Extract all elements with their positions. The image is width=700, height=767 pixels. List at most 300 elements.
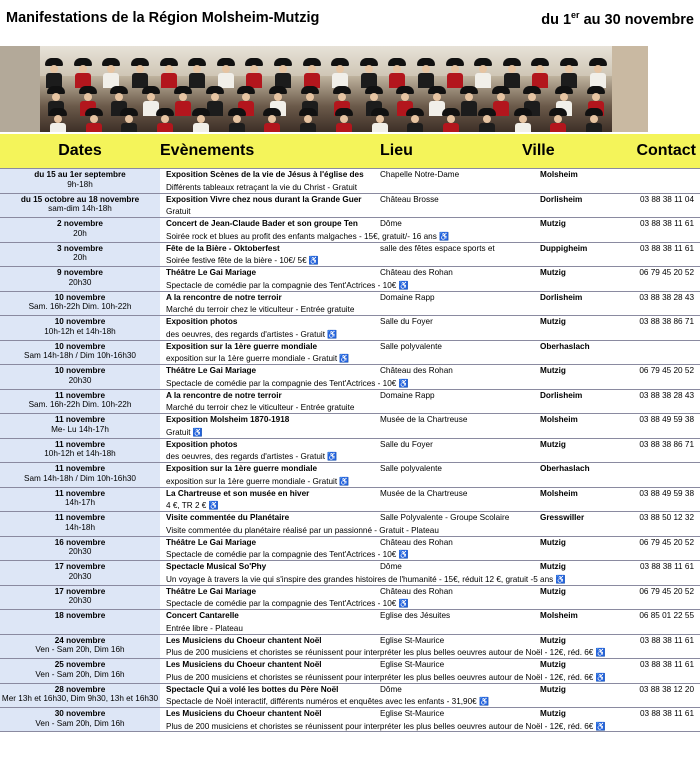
event-hours: 20h30 <box>68 571 92 581</box>
photo-figure <box>48 108 68 132</box>
photo-figure <box>273 58 293 88</box>
event-date: 30 novembre <box>54 709 106 718</box>
cell-event <box>160 537 540 561</box>
event-title: Théâtre Le Gai Mariage <box>166 268 257 277</box>
table-row <box>0 683 700 708</box>
photo-figure <box>244 58 264 88</box>
cell-town: Mutzig <box>540 366 566 375</box>
cell-town: Mutzig <box>540 709 566 718</box>
cell-date <box>0 488 160 512</box>
cell-event <box>160 390 540 414</box>
cell-contact: 03 88 49 59 38 <box>639 488 694 498</box>
event-date: 11 novembre <box>54 390 106 400</box>
event-title: Spectacle Qui a volé les bottes du Père Noël <box>166 684 339 694</box>
event-description-text: Soirée rock et blues au profit des enfants malgaches - 15€, gratuit/- 16 ans <box>166 231 437 241</box>
event-date: 24 novembre <box>54 635 106 645</box>
event-description <box>166 183 540 193</box>
cell-contact: 03 88 38 11 61 <box>639 243 694 253</box>
event-hours: 14h-18h <box>64 522 96 532</box>
photo-figure <box>513 108 533 132</box>
table-row <box>0 536 700 561</box>
photo-figure <box>227 108 247 132</box>
event-title: Fête de la Bière - Oktoberfest <box>166 243 280 253</box>
event-description-text: Gratuit <box>166 427 191 437</box>
event-title: Exposition sur la 1ère guerre mondiale <box>166 341 318 351</box>
event-place: Eglise St-Maurice <box>380 635 445 645</box>
event-place: salle des fêtes espace sports et <box>380 243 495 253</box>
period-start: du 1 <box>541 11 572 28</box>
event-title: Concert Cantarelle <box>166 611 239 620</box>
event-place: Eglise St-Maurice <box>380 660 445 669</box>
cell-town: Duppigheim <box>540 243 588 253</box>
cell-date <box>0 267 160 291</box>
photo-figure <box>298 108 318 132</box>
event-place: Salle du Foyer <box>380 317 433 326</box>
cell-event <box>160 243 540 267</box>
event-description-text: Spectacle de comédie par la compagnie des Tent'Actrices - 10€ <box>166 550 397 560</box>
event-date: 11 novembre <box>54 439 106 449</box>
cell-contact <box>630 169 700 193</box>
events-table <box>0 134 700 732</box>
event-description <box>166 550 540 560</box>
cell-contact: 06 79 45 20 52 <box>639 366 694 375</box>
event-title: Les Musiciens du Choeur chantent Noël <box>166 660 322 669</box>
cell-date <box>0 537 160 561</box>
cell-town: Gresswiller <box>540 513 585 522</box>
header-photo <box>0 46 648 132</box>
table-row <box>0 560 700 585</box>
event-date: 10 novembre <box>54 341 106 351</box>
event-description-text: Soirée festive fête de la bière - 10€/ 5€ <box>166 256 307 266</box>
table-row <box>0 413 700 438</box>
cell-contact: 03 88 38 11 04 <box>639 194 694 204</box>
event-description <box>166 452 540 462</box>
event-description <box>166 256 540 266</box>
wheelchair-icon: ♿ <box>396 280 409 290</box>
table-row <box>0 634 700 659</box>
event-description <box>166 281 540 291</box>
table-row <box>0 242 700 267</box>
wheelchair-icon: ♿ <box>190 427 203 437</box>
table-row <box>0 389 700 414</box>
cell-town: Molsheim <box>540 488 578 498</box>
cell-contact: 03 88 38 11 61 <box>639 562 694 571</box>
event-place: Château Brosse <box>380 194 439 204</box>
event-title: Exposition photos <box>166 439 238 449</box>
event-hours: 20h30 <box>68 547 92 557</box>
cell-date <box>0 316 160 340</box>
cell-town: Dorlisheim <box>540 390 583 400</box>
event-hours: 20h <box>73 228 87 238</box>
photo-figure <box>187 58 207 88</box>
photo-figure <box>559 58 579 88</box>
event-description <box>166 330 540 340</box>
event-description-text: exposition sur la 1ère guerre mondiale - Gratuit <box>166 354 338 364</box>
cell-town: Molsheim <box>540 170 578 179</box>
cell-date <box>0 586 160 610</box>
event-place: Domaine Rapp <box>380 390 435 400</box>
cell-contact: 03 88 49 59 38 <box>639 415 694 424</box>
event-description <box>166 354 540 364</box>
event-description-text: Spectacle de Noël interactif, différents numéros et enquêtes avec les enfants - 31,90€ <box>166 697 477 707</box>
event-description-text: des oeuvres, des regards d'artistes - Gratuit <box>166 329 326 339</box>
event-date: 9 novembre <box>57 268 103 277</box>
cell-town: Mutzig <box>540 537 566 547</box>
event-date: 25 novembre <box>54 660 106 669</box>
event-description <box>166 526 540 536</box>
page-header <box>0 0 700 46</box>
cell-town: Molsheim <box>540 415 578 424</box>
event-description <box>166 428 540 438</box>
event-description <box>166 574 566 585</box>
cell-town: Mutzig <box>540 562 566 571</box>
event-title: A la rencontre de notre terroir <box>166 292 282 302</box>
cell-contact: 03 88 38 11 61 <box>639 709 694 718</box>
cell-town: Mutzig <box>540 219 566 228</box>
cell-contact: 03 88 38 28 43 <box>639 390 694 400</box>
wheelchair-icon: ♿ <box>337 476 350 486</box>
event-date: du 15 au 1er septembre <box>34 170 126 179</box>
cell-contact: 06 79 45 20 52 <box>639 537 694 547</box>
wheelchair-icon: ♿ <box>593 672 606 682</box>
cell-contact <box>630 341 700 365</box>
event-date: 11 novembre <box>54 513 106 522</box>
table-row <box>0 487 700 512</box>
event-description <box>166 207 540 217</box>
event-place: Domaine Rapp <box>380 292 435 302</box>
event-description-text: Gratuit <box>166 207 191 217</box>
event-description-text: 4 €, TR 2 € <box>166 501 207 511</box>
event-date: 17 novembre <box>54 586 106 596</box>
event-place: Salle du Foyer <box>380 439 433 449</box>
table-row <box>0 217 700 242</box>
photo-figure <box>101 58 121 88</box>
event-title: Concert de Jean-Claude Bader et son groupe Ten <box>166 219 358 228</box>
cell-town: Mutzig <box>540 635 566 645</box>
event-place: Salle polyvalente <box>380 464 442 473</box>
cell-date <box>0 561 160 585</box>
cell-date <box>0 218 160 242</box>
cell-event <box>160 341 540 365</box>
wheelchair-icon: ♿ <box>396 599 409 609</box>
event-title: A la rencontre de notre terroir <box>166 390 282 400</box>
event-date: du 15 octobre au 18 novembre <box>20 194 140 204</box>
event-description-text: Plus de 200 musiciens et choristes se réunissent pour interpréter les plus belles oeuvres autour de Noël - 12€, réd. 6€ <box>166 672 594 682</box>
wheelchair-icon: ♿ <box>436 231 449 241</box>
event-description-text: Spectacle de comédie par la compagnie des Tent'Actrices - 10€ <box>166 378 397 388</box>
cell-date <box>0 512 160 536</box>
cell-event <box>160 267 540 291</box>
cell-event <box>160 414 540 438</box>
cell-event <box>160 610 540 634</box>
table-row <box>0 511 700 536</box>
event-description <box>166 232 540 242</box>
event-place: Salle Polyvalente - Groupe Scolaire <box>380 513 510 522</box>
photo-figure <box>370 108 390 132</box>
column-header-town: Ville <box>522 142 555 159</box>
event-place: Château des Rohan <box>380 537 453 547</box>
event-description <box>166 305 540 315</box>
event-description-text: des oeuvres, des regards d'artistes - Gratuit <box>166 452 326 462</box>
event-hours: Sam 14h-18h / Dim 10h-16h30 <box>24 351 136 361</box>
event-place: Musée de la Chartreuse <box>380 415 468 424</box>
event-hours: 20h <box>73 253 87 263</box>
photo-figure <box>405 108 425 132</box>
event-description-text: Spectacle de comédie par la compagnie des Tent'Actrices - 10€ <box>166 280 397 290</box>
table-row <box>0 266 700 291</box>
wheelchair-icon: ♿ <box>325 329 338 339</box>
photo-figure <box>330 58 350 88</box>
cell-event <box>160 218 540 242</box>
event-date: 2 novembre <box>57 219 103 228</box>
event-date: 10 novembre <box>54 366 106 375</box>
cell-date <box>0 708 160 731</box>
table-row <box>0 585 700 610</box>
photo-figure <box>159 58 179 88</box>
photo-figure <box>441 108 461 132</box>
photo-figure <box>477 108 497 132</box>
event-date: 11 novembre <box>54 415 106 424</box>
event-hours: Ven - Sam 20h, Dim 16h <box>35 645 125 655</box>
event-date: 17 novembre <box>54 562 106 571</box>
cell-town: Mutzig <box>540 317 566 326</box>
photo-figure <box>502 58 522 88</box>
cell-date <box>0 169 160 193</box>
cell-event <box>160 439 540 463</box>
table-row <box>0 315 700 340</box>
cell-event <box>160 169 540 193</box>
event-description <box>166 624 540 634</box>
photo-figure <box>73 58 93 88</box>
cell-event <box>160 586 540 610</box>
photo-figure <box>119 108 139 132</box>
cell-date <box>0 243 160 267</box>
event-place: Dôme <box>380 219 402 228</box>
photo-figure <box>473 58 493 88</box>
cell-date <box>0 365 160 389</box>
event-place: Eglise St-Maurice <box>380 709 445 718</box>
cell-event <box>160 463 540 487</box>
event-description <box>166 379 540 389</box>
cell-event <box>160 194 540 218</box>
cell-date <box>0 463 160 487</box>
event-place: Salle polyvalente <box>380 341 442 351</box>
cell-contact: 03 88 50 12 32 <box>639 513 694 522</box>
cell-event <box>160 292 540 316</box>
event-hours: 20h30 <box>68 596 92 606</box>
event-date: 18 novembre <box>54 611 106 620</box>
event-description <box>166 648 606 658</box>
cell-contact: 03 88 38 11 61 <box>639 635 694 645</box>
column-header-contact: Contact <box>636 142 696 159</box>
event-description-text: Plus de 200 musiciens et choristes se réunissent pour interpréter les plus belles oeuvres autour de Noël - 12€, réd. 6€ <box>166 648 594 658</box>
cell-date <box>0 390 160 414</box>
event-title: Théâtre Le Gai Mariage <box>166 366 257 375</box>
cell-date <box>0 439 160 463</box>
table-row <box>0 462 700 487</box>
wheelchair-icon: ♿ <box>206 501 219 511</box>
wheelchair-icon: ♿ <box>337 354 350 364</box>
cell-town: Mutzig <box>540 268 566 277</box>
cell-town: Dorlisheim <box>540 194 583 204</box>
cell-town: Mutzig <box>540 660 566 669</box>
cell-date <box>0 610 160 634</box>
event-description <box>166 477 540 487</box>
photo-figure <box>130 58 150 88</box>
event-description <box>166 672 606 683</box>
event-hours: 14h-17h <box>64 498 96 508</box>
event-description <box>166 599 540 609</box>
event-title: Théâtre Le Gai Mariage <box>166 586 257 596</box>
event-title: Exposition Molsheim 1870-1918 <box>166 415 290 424</box>
event-date: 10 novembre <box>54 292 106 302</box>
wheelchair-icon: ♿ <box>593 648 606 658</box>
event-description-text: Spectacle de comédie par la compagnie des Tent'Actrices - 10€ <box>166 599 397 609</box>
event-place: Château des Rohan <box>380 366 453 375</box>
event-place: Musée de la Chartreuse <box>380 488 468 498</box>
event-place: Chapelle Notre-Dame <box>380 170 460 179</box>
event-description <box>166 721 606 732</box>
cell-date <box>0 292 160 316</box>
event-title: Exposition Scènes de la vie de Jésus à l'église des <box>166 170 364 179</box>
table-row <box>0 291 700 316</box>
cell-event <box>160 488 540 512</box>
cell-town: Oberhaslach <box>540 341 590 351</box>
cell-contact: 03 88 38 28 43 <box>639 292 694 302</box>
cell-date <box>0 414 160 438</box>
event-date: 11 novembre <box>54 464 106 473</box>
photo-figure <box>262 108 282 132</box>
event-title: Visite commentée du Planétaire <box>166 513 290 522</box>
cell-contact: 06 79 45 20 52 <box>639 586 694 596</box>
table-row <box>0 340 700 365</box>
event-description-text: Marché du terroir chez le viticulteur - Entrée gratuite <box>166 305 355 315</box>
cell-town: Molsheim <box>540 611 578 620</box>
table-row <box>0 707 700 732</box>
event-description-text: Marché du terroir chez le viticulteur - Entrée gratuite <box>166 403 355 413</box>
event-place: Château des Rohan <box>380 268 453 277</box>
photo-figure <box>548 108 568 132</box>
photo-figure <box>584 108 604 132</box>
photo-figure <box>530 58 550 88</box>
cell-contact: 06 85 01 22 55 <box>639 611 694 620</box>
event-description <box>166 501 540 511</box>
event-hours: 10h-12h et 14h-18h <box>44 449 116 459</box>
photo-figure <box>84 108 104 132</box>
cell-contact: 03 88 38 11 61 <box>639 219 694 228</box>
event-title: Spectacle Musical So'Phy <box>166 562 267 571</box>
wheelchair-icon: ♿ <box>476 697 489 707</box>
wheelchair-icon: ♿ <box>325 452 338 462</box>
event-place: Eglise des Jésuites <box>380 611 451 620</box>
event-place: Château des Rohan <box>380 586 453 596</box>
cell-contact: 06 79 45 20 52 <box>639 268 694 277</box>
event-description-text: exposition sur la 1ère guerre mondiale - Gratuit <box>166 476 338 486</box>
event-hours: 9h-18h <box>67 179 93 189</box>
cell-date <box>0 194 160 218</box>
event-hours: 10h-12h et 14h-18h <box>44 326 116 336</box>
photo-figure <box>334 108 354 132</box>
event-hours: Mer 13h et 16h30, Dim 9h30, 13h et 16h30 <box>1 694 159 704</box>
table-row <box>0 609 700 634</box>
table-row <box>0 658 700 683</box>
column-header-events: Evènements <box>160 142 255 159</box>
period-label <box>541 10 694 28</box>
event-hours: Sam. 16h-22h Dim. 10h-22h <box>28 400 132 410</box>
wheelchair-icon: ♿ <box>396 550 409 560</box>
period-sup: er <box>571 10 580 20</box>
cell-date <box>0 635 160 659</box>
event-date: 11 novembre <box>54 488 106 498</box>
photo-figure <box>445 58 465 88</box>
photo-figure <box>302 58 322 88</box>
table-row <box>0 168 700 193</box>
event-hours: Ven - Sam 20h, Dim 16h <box>35 669 125 679</box>
event-title: Exposition Vivre chez nous durant la Grande Guer <box>166 194 362 204</box>
cell-event <box>160 512 540 536</box>
wheelchair-icon: ♿ <box>396 378 409 388</box>
event-title: Exposition sur la 1ère guerre mondiale <box>166 464 318 473</box>
event-hours: Ven - Sam 20h, Dim 16h <box>35 718 125 728</box>
photo-figure <box>588 58 608 88</box>
photo-figure <box>416 58 436 88</box>
event-title: Les Musiciens du Choeur chantent Noël <box>166 635 322 645</box>
event-title: Exposition photos <box>166 317 238 326</box>
cell-town: Mutzig <box>540 586 566 596</box>
table-row <box>0 193 700 218</box>
column-header-place: Lieu <box>380 142 413 159</box>
cell-date <box>0 684 160 708</box>
cell-town: Dorlisheim <box>540 292 583 302</box>
event-hours: sam-dim 14h-18h <box>48 204 112 214</box>
event-description <box>166 403 540 413</box>
photo-figure <box>359 58 379 88</box>
cell-town: Oberhaslach <box>540 464 590 473</box>
event-date: 16 novembre <box>54 537 106 547</box>
event-description-text: Visite commentée du planétaire réalisé par un passionné - Gratuit - Plateau <box>166 525 439 535</box>
cell-event <box>160 684 540 708</box>
cell-contact: 03 88 38 86 71 <box>639 439 694 449</box>
cell-contact: 03 88 38 11 61 <box>639 660 694 669</box>
event-date: 3 novembre <box>57 243 103 253</box>
page-title: Manifestations de la Région Molsheim-Mutzig <box>6 10 320 26</box>
table-body <box>0 168 700 732</box>
event-title: Les Musiciens du Choeur chantent Noël <box>166 709 322 718</box>
wheelchair-icon: ♿ <box>553 574 566 584</box>
event-description-text: Entrée libre - Plateau <box>166 623 243 633</box>
cell-event <box>160 365 540 389</box>
cell-date <box>0 659 160 683</box>
event-description <box>166 697 540 707</box>
cell-contact: 03 88 38 12 20 <box>639 684 694 694</box>
event-place: Dôme <box>380 684 402 694</box>
event-description-text: Différents tableaux retraçant la vie du Christ - Gratuit <box>166 182 357 192</box>
cell-town: Mutzig <box>540 439 566 449</box>
cell-contact <box>630 463 700 487</box>
column-header-dates: Dates <box>58 142 102 159</box>
photo-figure <box>155 108 175 132</box>
wheelchair-icon: ♿ <box>593 721 606 731</box>
event-hours: Me- Lu 14h-17h <box>51 424 109 434</box>
table-row <box>0 364 700 389</box>
cell-event <box>160 316 540 340</box>
photo-figure <box>216 58 236 88</box>
event-title: Théâtre Le Gai Mariage <box>166 537 257 547</box>
photo-figure <box>387 58 407 88</box>
event-place: Dôme <box>380 562 402 571</box>
event-date: 28 novembre <box>54 684 106 694</box>
event-description-text: Plus de 200 musiciens et choristes se réunissent pour interpréter les plus belles oeuvres autour de Noël - 12€, réd. 6€ <box>166 721 594 731</box>
